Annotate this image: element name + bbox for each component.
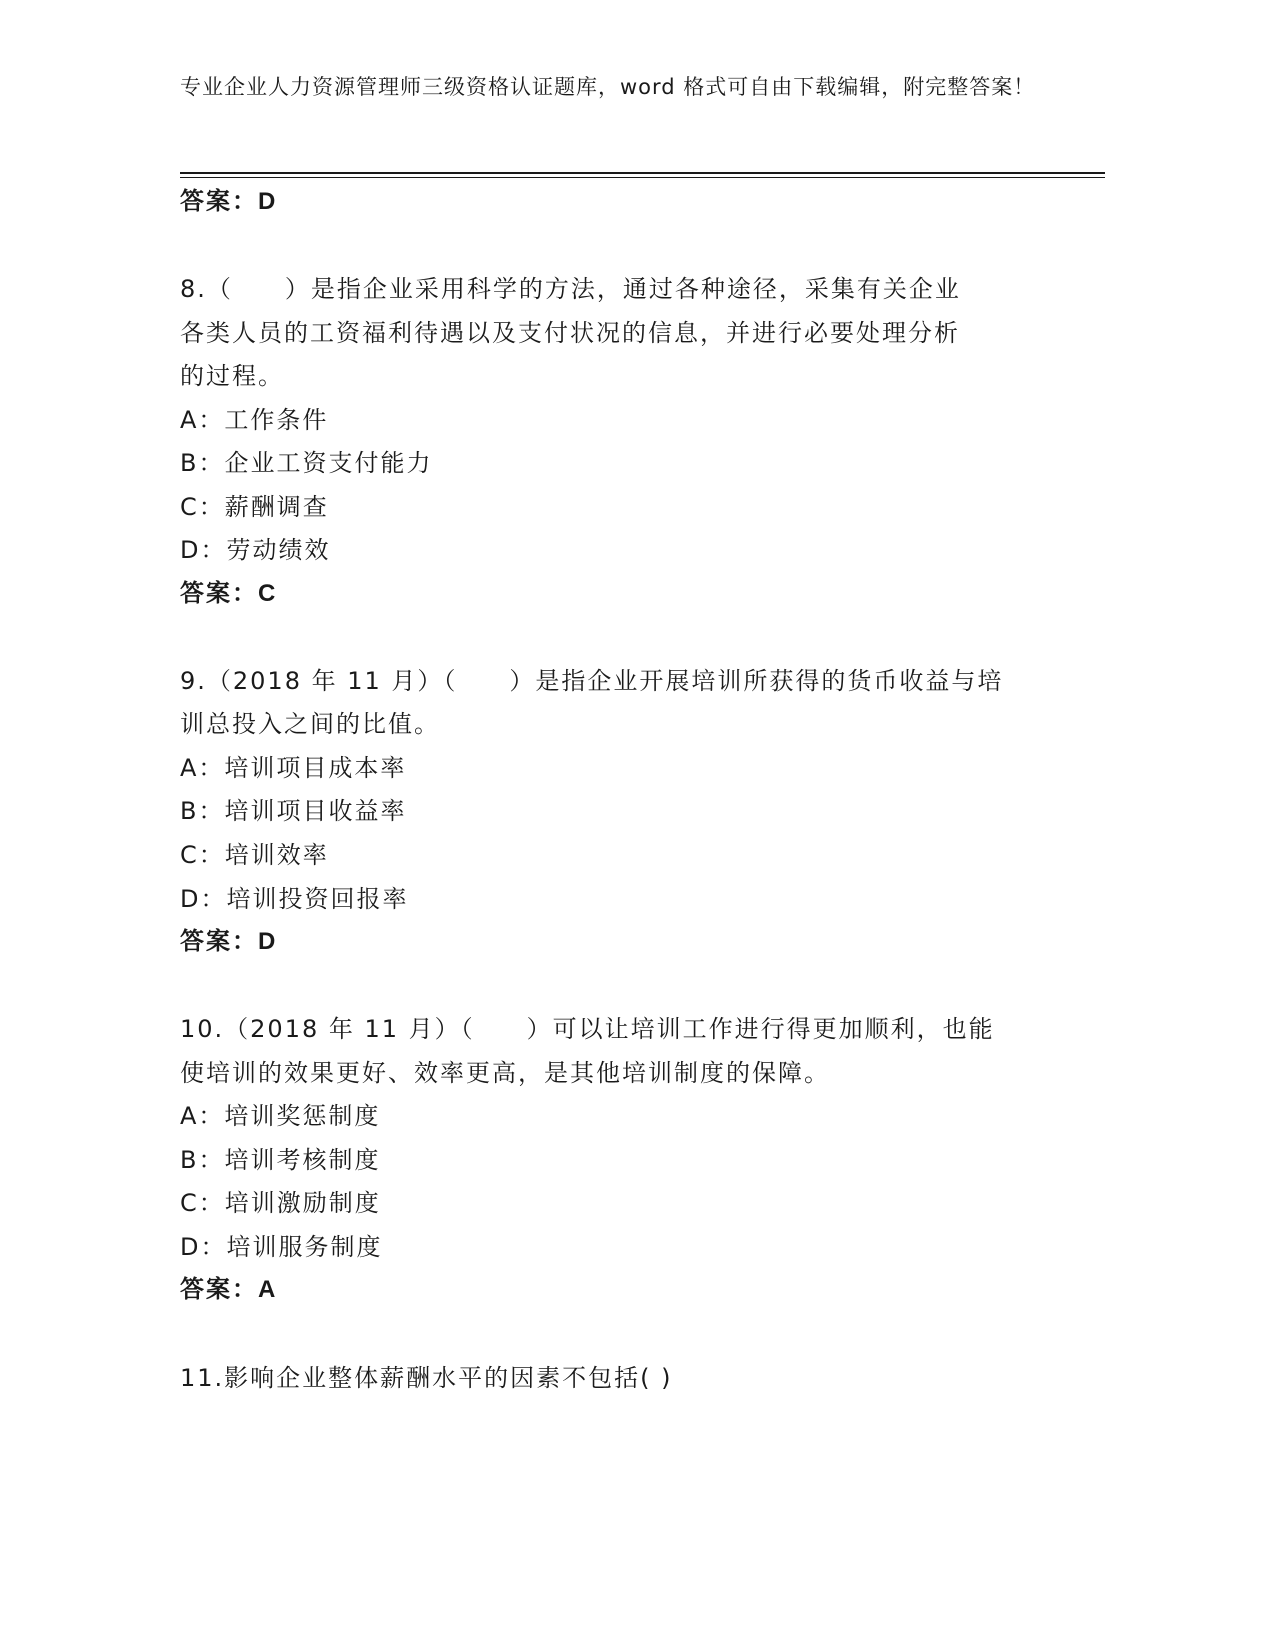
q8-option-a: A：工作条件 bbox=[180, 406, 329, 434]
q8-option-c: C：薪酬调查 bbox=[180, 493, 329, 521]
q10-stem-line-2: 使培训的效果更好、效率更高，是其他培训制度的保障。 bbox=[180, 1059, 830, 1087]
header-divider-thin bbox=[180, 177, 1105, 178]
q10-option-b: B：培训考核制度 bbox=[180, 1146, 381, 1174]
q8-answer: 答案：C bbox=[180, 580, 278, 607]
page-header: 专业企业人力资源管理师三级资格认证题库，word 格式可自由下载编辑，附完整答案！ bbox=[180, 75, 1036, 99]
q9-stem-line-1: 9.（2018 年 11 月）（ ）是指企业开展培训所获得的货币收益与培 bbox=[180, 667, 1004, 695]
q9-stem-line-2: 训总投入之间的比值。 bbox=[180, 710, 440, 738]
q9-option-d: D：培训投资回报率 bbox=[180, 885, 409, 913]
q10-option-d: D：培训服务制度 bbox=[180, 1233, 383, 1261]
q9-option-c: C：培训效率 bbox=[180, 841, 329, 869]
q8-stem-line-2: 各类人员的工资福利待遇以及支付状况的信息，并进行必要处理分析 bbox=[180, 319, 960, 347]
q8-stem-line-1: 8.（ ）是指企业采用科学的方法，通过各种途径，采集有关企业 bbox=[180, 275, 961, 303]
q10-stem-line-1: 10.（2018 年 11 月）（ ）可以让培训工作进行得更加顺利，也能 bbox=[180, 1015, 995, 1043]
q8-option-d: D：劳动绩效 bbox=[180, 536, 331, 564]
q9-option-b: B：培训项目收益率 bbox=[180, 797, 407, 825]
q10-option-c: C：培训激励制度 bbox=[180, 1189, 381, 1217]
q9-option-a: A：培训项目成本率 bbox=[180, 754, 407, 782]
q10-option-a: A：培训奖惩制度 bbox=[180, 1102, 381, 1130]
q10-answer: 答案：A bbox=[180, 1276, 278, 1303]
header-divider-thick bbox=[180, 172, 1105, 174]
q9-answer: 答案：D bbox=[180, 928, 278, 955]
prev-answer: 答案：D bbox=[180, 188, 278, 215]
q8-stem-line-3: 的过程。 bbox=[180, 362, 284, 390]
q8-option-b: B：企业工资支付能力 bbox=[180, 449, 433, 477]
q11-stem-line-1: 11.影响企业整体薪酬水平的因素不包括( ) bbox=[180, 1364, 673, 1392]
